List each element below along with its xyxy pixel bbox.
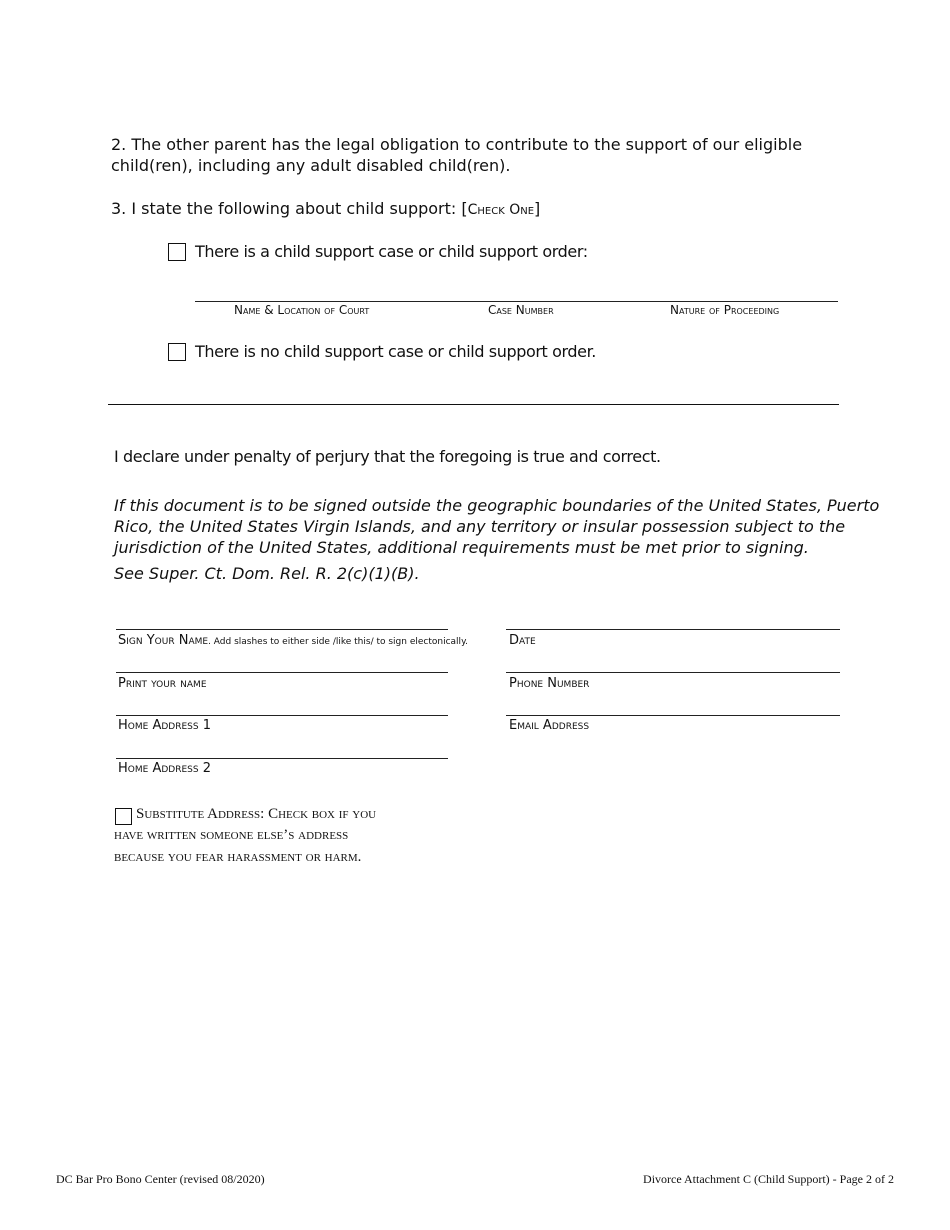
item-2-number: 2. <box>111 135 127 154</box>
case-info-line[interactable] <box>195 301 838 302</box>
case-number-label: Case Number <box>488 303 554 317</box>
item-2 <box>111 134 802 155</box>
item-2-line2: child(ren), including any adult disabled child(ren). <box>111 156 511 175</box>
item-2-line1: The other parent has the legal obligation to contribute to the support of our eligible <box>131 135 803 154</box>
court-label: Name & Location of Court <box>234 303 370 317</box>
home-address-2-label: Home Address 2 <box>118 761 211 776</box>
substitute-line1: Substitute Address: Check box if you <box>136 806 377 822</box>
no-case-checkbox[interactable] <box>168 343 186 361</box>
sign-name-title: Sign Your Name <box>118 633 209 648</box>
print-name-label: Print your name <box>118 676 207 691</box>
proceeding-label: Nature of Proceeding <box>670 303 780 317</box>
footer-left: DC Bar Pro Bono Center (revised 08/2020) <box>56 1172 265 1186</box>
email-label: Email Address <box>509 718 590 733</box>
substitute-address-checkbox[interactable] <box>115 808 132 825</box>
phone-line[interactable] <box>506 672 840 673</box>
has-case-checkbox[interactable] <box>168 243 186 261</box>
sign-name-line[interactable] <box>116 629 448 630</box>
no-case-label: There is no child support case or child support order. <box>195 342 596 361</box>
notice-line3: jurisdiction of the United States, additional requirements must be met prior to signing. <box>114 538 809 557</box>
notice-rule-citation: See Super. Ct. Dom. Rel. R. 2(c)(1)(B). <box>114 564 420 583</box>
item-3-text: I state the following about child support: [ <box>131 199 468 218</box>
section-divider <box>108 404 839 405</box>
item-3 <box>111 198 540 221</box>
home-address-1-line[interactable] <box>116 715 448 716</box>
has-case-label: There is a child support case or child support order: <box>195 242 588 261</box>
date-label: Date <box>509 633 536 648</box>
home-address-2-line[interactable] <box>116 758 448 759</box>
sign-name-label <box>118 633 468 648</box>
substitute-line2: have written someone else’s address <box>114 827 349 843</box>
perjury-declaration: I declare under penalty of perjury that the foregoing is true and correct. <box>114 447 661 466</box>
sign-name-hint: . Add slashes to either side /like this/ to sign electonically. <box>208 637 468 647</box>
item-3-bracket-close: ] <box>534 199 541 218</box>
phone-label: Phone Number <box>509 676 590 691</box>
notice-line2: Rico, the United States Virgin Islands, and any territory or insular possession subject to the <box>114 517 846 536</box>
email-line[interactable] <box>506 715 840 716</box>
date-line[interactable] <box>506 629 840 630</box>
notice-line1: If this document is to be signed outside the geographic boundaries of the United States, Puerto <box>114 496 880 515</box>
check-one-instruction: Check One <box>467 202 535 218</box>
home-address-1-label: Home Address 1 <box>118 718 211 733</box>
substitute-line3: because you fear harassment or harm. <box>114 849 362 865</box>
footer-right: Divorce Attachment C (Child Support) - Page 2 of 2 <box>643 1172 894 1186</box>
print-name-line[interactable] <box>116 672 448 673</box>
item-3-number: 3. <box>111 199 127 218</box>
